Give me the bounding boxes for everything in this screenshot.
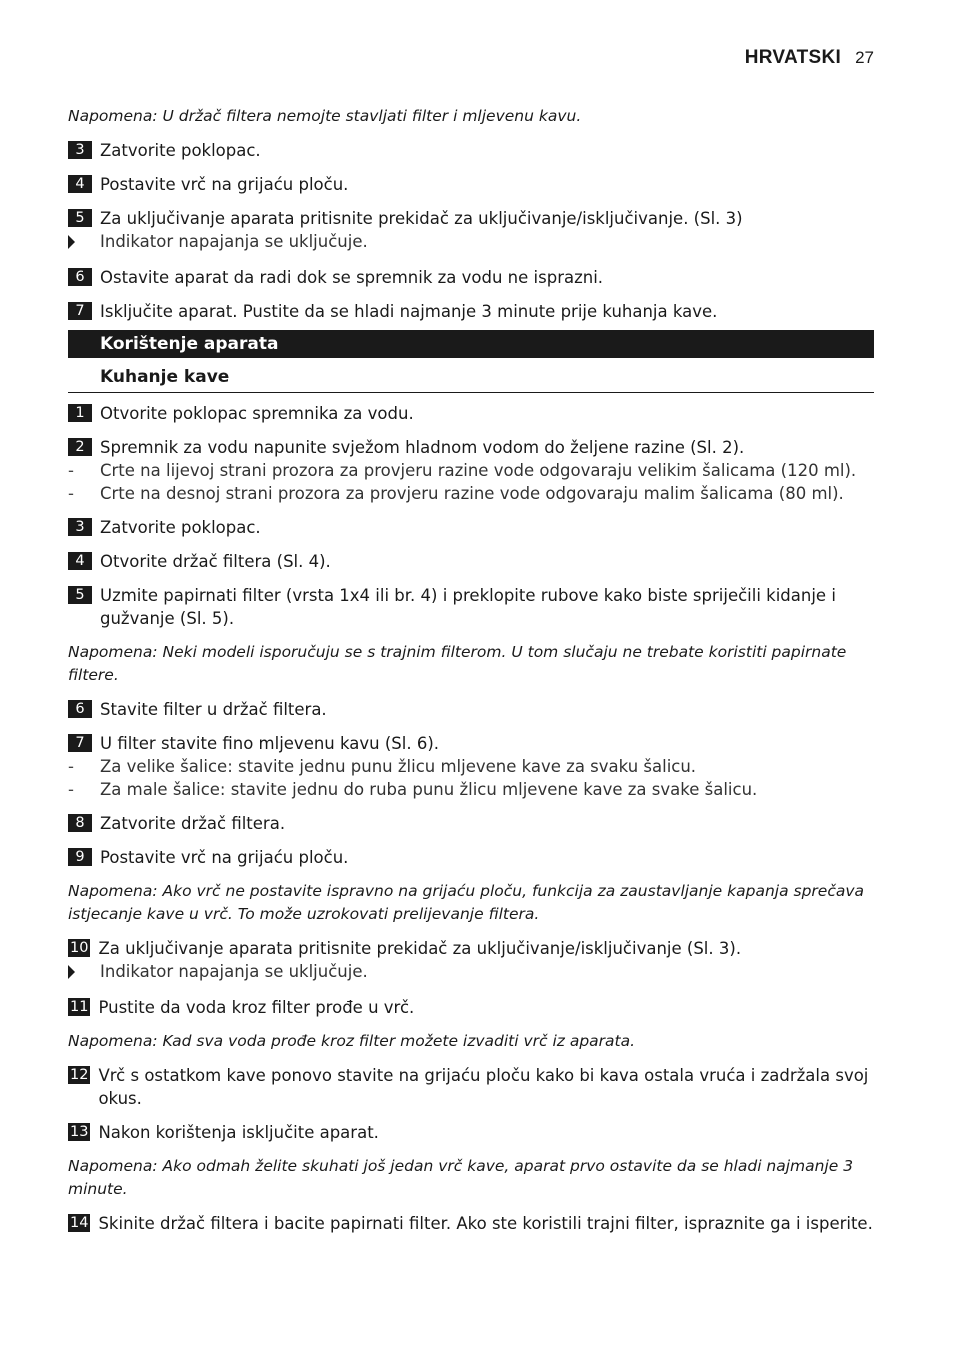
step-a4 bbox=[68, 173, 874, 196]
dash-mark: - bbox=[68, 461, 74, 480]
result-text: Indikator napajanja se uključuje. bbox=[100, 232, 368, 251]
step-text: Postavite vrč na grijaću ploču. bbox=[100, 848, 349, 867]
step-text: Skinite držač filtera i bacite papirnati filter. Ako ste koristili trajni filter, ispraznite ga i isperite. bbox=[98, 1214, 873, 1233]
list-item bbox=[68, 459, 874, 482]
note-drip-stop: Napomena: Ako vrč ne postavite ispravno na grijaću ploču, funkcija za zaustavljanje kapanja sprečava istjecanje kave u vrč. To može uzrokovati prelijevanje filtera. bbox=[68, 882, 865, 923]
step-b8 bbox=[68, 812, 874, 835]
step-number: 5 bbox=[68, 586, 92, 604]
list-item-text: Za velike šalice: stavite jednu punu žlicu mljevene kave za svaku šalicu. bbox=[100, 757, 697, 776]
step-number: 5 bbox=[68, 209, 92, 227]
note-cool-down: Napomena: Ako odmah želite skuhati još jedan vrč kave, aparat prvo ostavite da se hladi najmanje 3 minute. bbox=[68, 1157, 854, 1198]
note-remove-jug: Napomena: Kad sva voda prođe kroz filter možete izvaditi vrč iz aparata. bbox=[68, 1032, 636, 1050]
step-text: Za uključivanje aparata pritisnite prekidač za uključivanje/isključivanje (Sl. 3). bbox=[98, 939, 742, 958]
step-number: 6 bbox=[68, 268, 92, 286]
step-number: 3 bbox=[68, 141, 92, 159]
step-number: 7 bbox=[68, 302, 92, 320]
list-item-text: Crte na lijevoj strani prozora za provjeru razine vode odgovaraju velikim šalicama (120 ml). bbox=[100, 461, 857, 480]
step-text: Za uključivanje aparata pritisnite prekidač za uključivanje/isključivanje. (Sl. 3) bbox=[100, 209, 743, 228]
step-number: 12 bbox=[70, 1067, 89, 1083]
step-b5 bbox=[68, 584, 874, 630]
step-number: 9 bbox=[68, 848, 92, 866]
step-text: Zatvorite poklopac. bbox=[100, 141, 261, 160]
step-number: 3 bbox=[68, 518, 92, 536]
language-label: HRVATSKI bbox=[744, 47, 842, 68]
result-arrow-icon bbox=[68, 965, 75, 979]
step-text: Spremnik za vodu napunite svježom hladnom vodom do željene razine (Sl. 2). bbox=[100, 438, 745, 457]
step-b1 bbox=[68, 402, 874, 425]
step-text: Otvorite poklopac spremnika za vodu. bbox=[100, 404, 414, 423]
step-text: Pustite da voda kroz filter prođe u vrč. bbox=[98, 998, 415, 1017]
step-text: U filter stavite fino mljevenu kavu (Sl. 6). bbox=[100, 734, 440, 753]
step-number: 13 bbox=[70, 1124, 89, 1140]
result-item bbox=[68, 230, 874, 255]
step-b12 bbox=[68, 1064, 874, 1110]
section-heading: Korištenje aparata bbox=[68, 330, 874, 358]
list-item bbox=[68, 778, 874, 801]
step-number: 2 bbox=[68, 438, 92, 456]
step-number: 1 bbox=[68, 404, 92, 422]
step-text: Ostavite aparat da radi dok se spremnik za vodu ne isprazni. bbox=[100, 268, 604, 287]
step-text: Stavite filter u držač filtera. bbox=[100, 700, 327, 719]
step-b14 bbox=[68, 1212, 874, 1235]
step-text: Uzmite papirnati filter (vrsta 1x4 ili br. 4) i preklopite rubove kako biste spriječili kidanje i gužvanje (Sl. 5). bbox=[100, 586, 836, 628]
dash-mark: - bbox=[68, 757, 74, 776]
step-text: Isključite aparat. Pustite da se hladi najmanje 3 minute prije kuhanja kave. bbox=[100, 302, 718, 321]
step-b4 bbox=[68, 550, 874, 573]
note-permanent-filter: Napomena: Neki modeli isporučuju se s trajnim filterom. U tom slučaju ne trebate koristiti papirnate filtere. bbox=[68, 643, 847, 684]
page-header bbox=[745, 47, 874, 75]
list-item-text: Crte na desnoj strani prozora za provjeru razine vode odgovaraju malim šalicama (80 ml). bbox=[100, 484, 844, 503]
step-text: Zatvorite poklopac. bbox=[100, 518, 261, 537]
list-item bbox=[68, 755, 874, 778]
list-item-text: Za male šalice: stavite jednu do ruba punu žlicu mljevene kave za svake šalicu. bbox=[100, 780, 758, 799]
result-item bbox=[68, 960, 874, 985]
step-b3 bbox=[68, 516, 874, 539]
step-b7 bbox=[68, 732, 874, 755]
step-a3 bbox=[68, 139, 874, 162]
note-filter-holder: Napomena: U držač filtera nemojte stavljati filter i mljevenu kavu. bbox=[68, 107, 582, 125]
step-text: Nakon korištenja isključite aparat. bbox=[98, 1123, 379, 1142]
result-text: Indikator napajanja se uključuje. bbox=[100, 962, 368, 981]
step-number: 4 bbox=[68, 175, 92, 193]
page-number: 27 bbox=[855, 48, 874, 67]
step-text: Vrč s ostatkom kave ponovo stavite na grijaću ploču kako bi kava ostala vruća i zadržala svoj okus. bbox=[98, 1066, 869, 1108]
step-text: Postavite vrč na grijaću ploču. bbox=[100, 175, 349, 194]
step-a5 bbox=[68, 207, 874, 230]
step-b9 bbox=[68, 846, 874, 869]
step-number: 11 bbox=[70, 999, 89, 1015]
subsection-heading: Kuhanje kave bbox=[68, 364, 874, 393]
step-a6 bbox=[68, 266, 874, 289]
step-a7 bbox=[68, 300, 874, 323]
step-number: 14 bbox=[70, 1215, 89, 1231]
step-b13 bbox=[68, 1121, 874, 1144]
page-content bbox=[68, 105, 874, 1235]
step-number: 7 bbox=[68, 734, 92, 752]
step-text: Zatvorite držač filtera. bbox=[100, 814, 286, 833]
step-number: 6 bbox=[68, 700, 92, 718]
step-b11 bbox=[68, 996, 874, 1019]
result-arrow-icon bbox=[68, 235, 75, 249]
step-number: 4 bbox=[68, 552, 92, 570]
dash-mark: - bbox=[68, 780, 74, 799]
step-number: 8 bbox=[68, 814, 92, 832]
list-item bbox=[68, 482, 874, 505]
step-b2 bbox=[68, 436, 874, 459]
step-b10 bbox=[68, 937, 874, 960]
step-b6 bbox=[68, 698, 874, 721]
dash-mark: - bbox=[68, 484, 74, 503]
step-number: 10 bbox=[70, 940, 89, 956]
step-text: Otvorite držač filtera (Sl. 4). bbox=[100, 552, 331, 571]
